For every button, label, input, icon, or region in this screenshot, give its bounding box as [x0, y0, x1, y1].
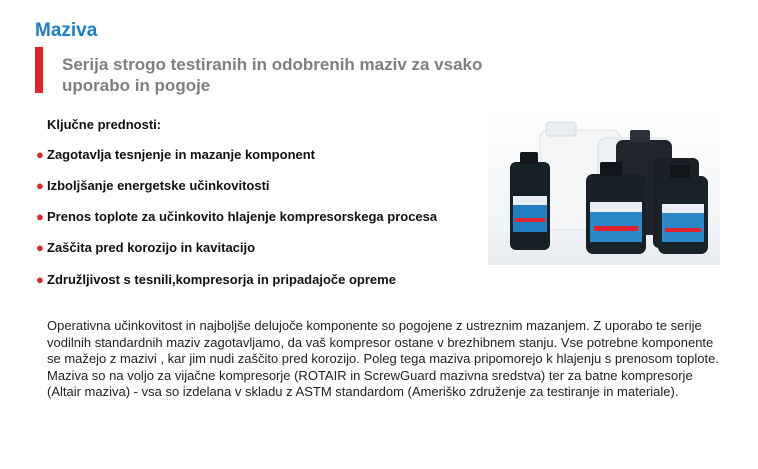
lubricant-products-image	[488, 110, 720, 265]
advantage-text: Združljivost s tesnili,kompresorja in pripadajoče opreme	[47, 272, 396, 287]
oil-bottle-icon	[510, 152, 550, 250]
oil-bottle-icon	[658, 165, 708, 254]
advantage-item	[36, 178, 270, 193]
advantage-item	[36, 147, 315, 162]
advantage-item	[36, 209, 437, 224]
bullet-icon: ●	[36, 209, 44, 224]
advantage-text: Zaščita pred korozijo in kavitacijo	[47, 240, 256, 255]
description-paragraph: Operativna učinkovitost in najboljše delujoče komponente so pogojene z ustreznim mazanjem. Z uporabo te serije vodilnih standardnih maziv zagotavljamo, da vaš kompresor ostane v brezhibnem stanju. Vse potrebne komponente se mažejo z mazivi , kar jim nudi zaščito pred korozijo. Poleg tega maziva pripomorejo k hlajenju s prenosom toplote. Maziva so na voljo za vijačne kompresorje (ROTAIR in ScrewGuard mazivna sredstva) ter za batne kompresorje (Altair maziva) - vsa so izdelana v skladu z ASTM standardom (Ameriško združenje za testiranje in materiale).	[47, 318, 719, 399]
advantage-item	[36, 240, 255, 255]
page-subtitle: Serija strogo testiranih in odobrenih maziv za vsako uporabo in pogoje	[62, 55, 483, 95]
oil-bottle-icon	[586, 162, 646, 254]
bullet-icon: ●	[36, 178, 44, 193]
page-title: Maziva	[35, 20, 98, 41]
bullet-icon: ●	[36, 272, 44, 287]
subtitle-accent-bar	[35, 47, 43, 93]
advantage-text: Izboljšanje energetske učinkovitosti	[47, 178, 270, 193]
advantages-heading: Ključne prednosti:	[47, 117, 162, 132]
advantage-text: Zagotavlja tesnjenje in mazanje komponent	[47, 147, 316, 162]
bullet-icon: ●	[36, 147, 44, 162]
advantage-text: Prenos toplote za učinkovito hlajenje kompresorskega procesa	[47, 209, 438, 224]
bullet-icon: ●	[36, 240, 44, 255]
advantage-item	[36, 272, 396, 287]
